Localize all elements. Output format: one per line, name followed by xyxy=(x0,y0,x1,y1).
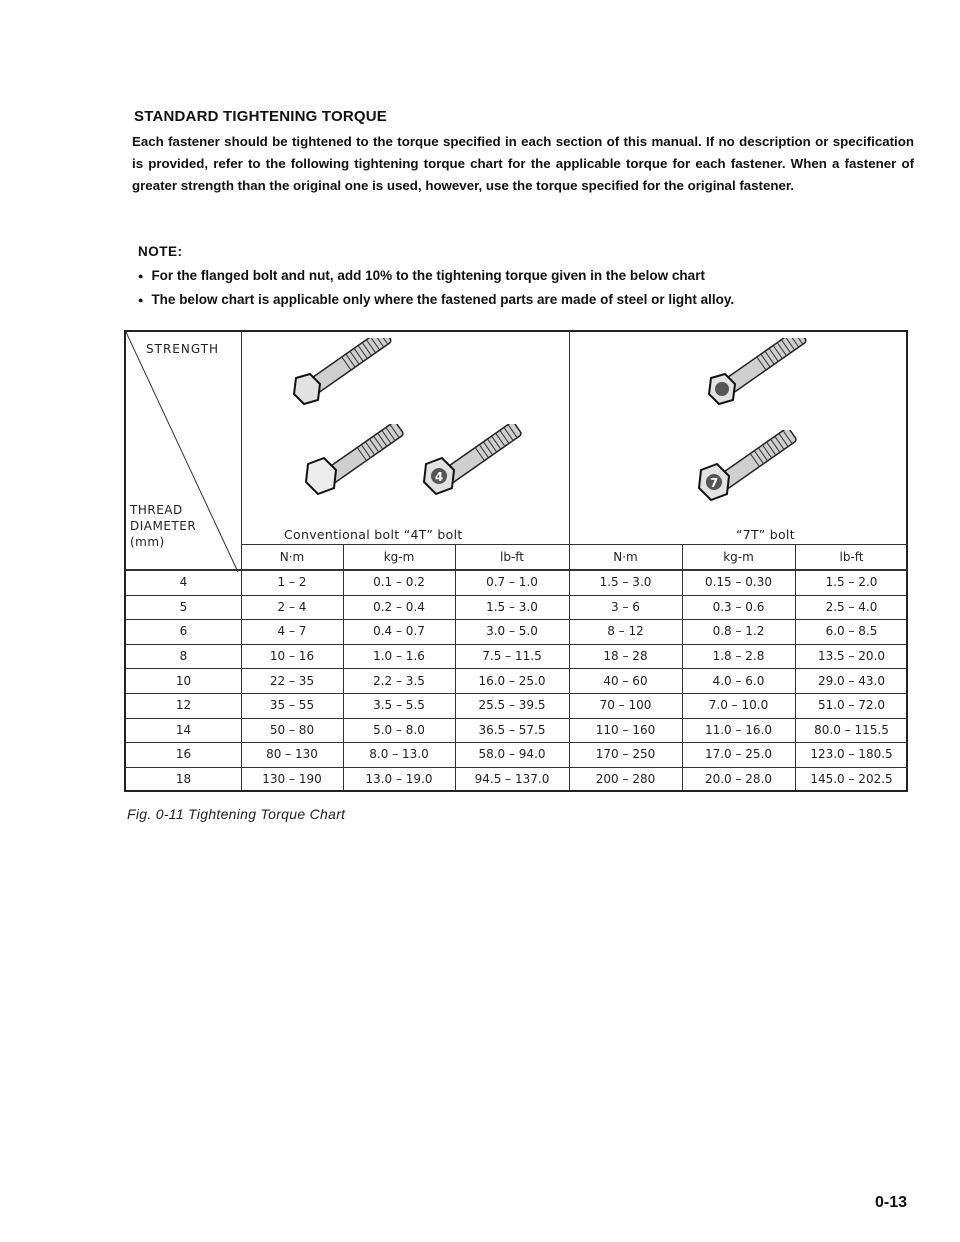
intro-paragraph: Each fastener should be tightened to the torque specified in each section of this manual. If no description or specification is provided, refer to the following tightening torque chart for the applicable torque for each fastener. When a fastener of greater strength than the original one is used, however, use the torque specified for the original fastener. xyxy=(132,134,914,193)
torque-value-cell: 0.2 – 0.4 xyxy=(373,599,425,614)
torque-value-cell: 80 – 130 xyxy=(266,747,318,762)
unit-header: kg-m xyxy=(383,549,415,564)
torque-value-cell: 11.0 – 16.0 xyxy=(704,722,773,737)
torque-value-cell: 58.0 – 94.0 xyxy=(478,747,546,762)
torque-value-cell: 7.0 – 10.0 xyxy=(708,698,769,713)
torque-value-cell: 145.0 – 202.5 xyxy=(810,772,893,787)
torque-value-cell: 1.5 – 3.0 xyxy=(599,575,652,590)
torque-value-cell: 16.0 – 25.0 xyxy=(478,673,546,688)
torque-value-cell: 10 – 16 xyxy=(269,649,315,664)
torque-value-cell: 8 – 12 xyxy=(607,624,644,639)
torque-value-cell: 94.5 – 137.0 xyxy=(474,772,550,787)
torque-value-cell: 2 – 4 xyxy=(277,599,307,614)
torque-value-cell: 80.0 – 115.5 xyxy=(814,722,889,737)
torque-value-cell: 110 – 160 xyxy=(595,722,656,737)
unit-header: kg-m xyxy=(723,549,754,564)
thread-diameter-cell: 16 xyxy=(175,747,192,762)
torque-value-cell: 4 – 7 xyxy=(277,624,307,639)
figure-caption: Fig. 0-11 Tightening Torque Chart xyxy=(127,806,346,822)
torque-value-cell: 20.0 – 28.0 xyxy=(704,772,773,787)
bolt-7t-icon xyxy=(691,338,831,418)
bolt-group-caption: “7T” bolt xyxy=(736,527,795,542)
torque-value-cell: 0.7 – 1.0 xyxy=(486,575,538,590)
torque-value-cell: 123.0 – 180.5 xyxy=(810,747,893,762)
torque-value-cell: 25.5 – 39.5 xyxy=(478,698,546,713)
torque-value-cell: 0.4 – 0.7 xyxy=(373,624,425,639)
section-heading: STANDARD TIGHTENING TORQUE xyxy=(134,108,387,125)
torque-value-cell: 1.5 – 2.0 xyxy=(825,575,878,590)
torque-value-cell: 0.1 – 0.2 xyxy=(373,575,425,590)
thread-diameter-cell: 10 xyxy=(175,673,192,688)
torque-value-cell: 130 – 190 xyxy=(262,772,322,787)
torque-value-cell: 1.5 – 3.0 xyxy=(486,599,538,614)
note-item: ● For the flanged bolt and nut, add 10% to the tightening torque given in the below chart xyxy=(138,264,734,288)
thread-diameter-label: THREAD DIAMETER (mm) xyxy=(130,503,197,549)
svg-text:4: 4 xyxy=(434,470,444,484)
torque-value-cell: 170 – 250 xyxy=(595,747,656,762)
bolt-icon xyxy=(298,424,418,504)
unit-header: N·m xyxy=(613,549,638,564)
torque-value-cell: 1.0 – 1.6 xyxy=(373,649,425,664)
bolt-7t-icon xyxy=(691,430,811,510)
torque-value-cell: 2.2 – 3.5 xyxy=(373,673,425,688)
thread-diameter-cell: 12 xyxy=(175,698,192,713)
strength-label: STRENGTH xyxy=(146,342,220,356)
torque-value-cell: 29.0 – 43.0 xyxy=(817,673,886,688)
torque-value-cell: 13.5 – 20.0 xyxy=(817,649,886,664)
unit-header: N·m xyxy=(279,549,305,564)
torque-value-cell: 3.0 – 5.0 xyxy=(486,624,538,639)
torque-value-cell: 35 – 55 xyxy=(269,698,315,713)
torque-value-cell: 50 – 80 xyxy=(269,722,315,737)
torque-value-cell: 36.5 – 57.5 xyxy=(478,722,546,737)
thread-diameter-cell: 18 xyxy=(175,772,192,787)
unit-header: lb-ft xyxy=(500,549,524,564)
torque-value-cell: 70 – 100 xyxy=(599,698,652,713)
torque-value-cell: 17.0 – 25.0 xyxy=(704,747,773,762)
bolt-group-caption: Conventional bolt “4T” bolt xyxy=(284,527,463,542)
torque-value-cell: 0.8 – 1.2 xyxy=(712,624,765,639)
torque-value-cell: 2.5 – 4.0 xyxy=(825,599,878,614)
note-list xyxy=(138,264,734,312)
torque-value-cell: 8.0 – 13.0 xyxy=(369,747,429,762)
torque-chart xyxy=(124,330,908,792)
torque-value-cell: 1.8 – 2.8 xyxy=(712,649,765,664)
svg-text:7: 7 xyxy=(709,476,719,490)
torque-value-cell: 40 – 60 xyxy=(603,673,648,688)
torque-value-cell: 0.15 – 0.30 xyxy=(704,575,773,590)
thread-diameter-cell: 5 xyxy=(179,599,188,614)
bolt-4t-icon xyxy=(416,424,536,504)
note-item: ● The below chart is applicable only where the fastened parts are made of steel or light alloy. xyxy=(138,288,734,312)
torque-value-cell: 13.0 – 19.0 xyxy=(365,772,433,787)
torque-value-cell: 6.0 – 8.5 xyxy=(825,624,878,639)
note-title: NOTE: xyxy=(138,244,183,259)
thread-diameter-cell: 8 xyxy=(179,649,188,664)
thread-diameter-cell: 14 xyxy=(175,722,192,737)
torque-value-cell: 200 – 280 xyxy=(595,772,656,787)
torque-value-cell: 3 – 6 xyxy=(611,599,640,614)
torque-value-cell: 22 – 35 xyxy=(269,673,315,688)
unit-header: lb-ft xyxy=(839,549,864,564)
bolt-icon xyxy=(276,338,416,418)
thread-diameter-cell: 4 xyxy=(179,575,188,590)
torque-value-cell: 7.5 – 11.5 xyxy=(482,649,542,664)
torque-value-cell: 1 – 2 xyxy=(277,575,307,590)
thread-diameter-cell: 6 xyxy=(179,624,188,639)
torque-value-cell: 5.0 – 8.0 xyxy=(373,722,425,737)
torque-value-cell: 4.0 – 6.0 xyxy=(712,673,765,688)
torque-value-cell: 3.5 – 5.5 xyxy=(373,698,425,713)
torque-value-cell: 51.0 – 72.0 xyxy=(817,698,886,713)
torque-value-cell: 0.3 – 0.6 xyxy=(712,599,765,614)
page-number: 0-13 xyxy=(875,1194,908,1211)
torque-value-cell: 18 – 28 xyxy=(603,649,648,664)
